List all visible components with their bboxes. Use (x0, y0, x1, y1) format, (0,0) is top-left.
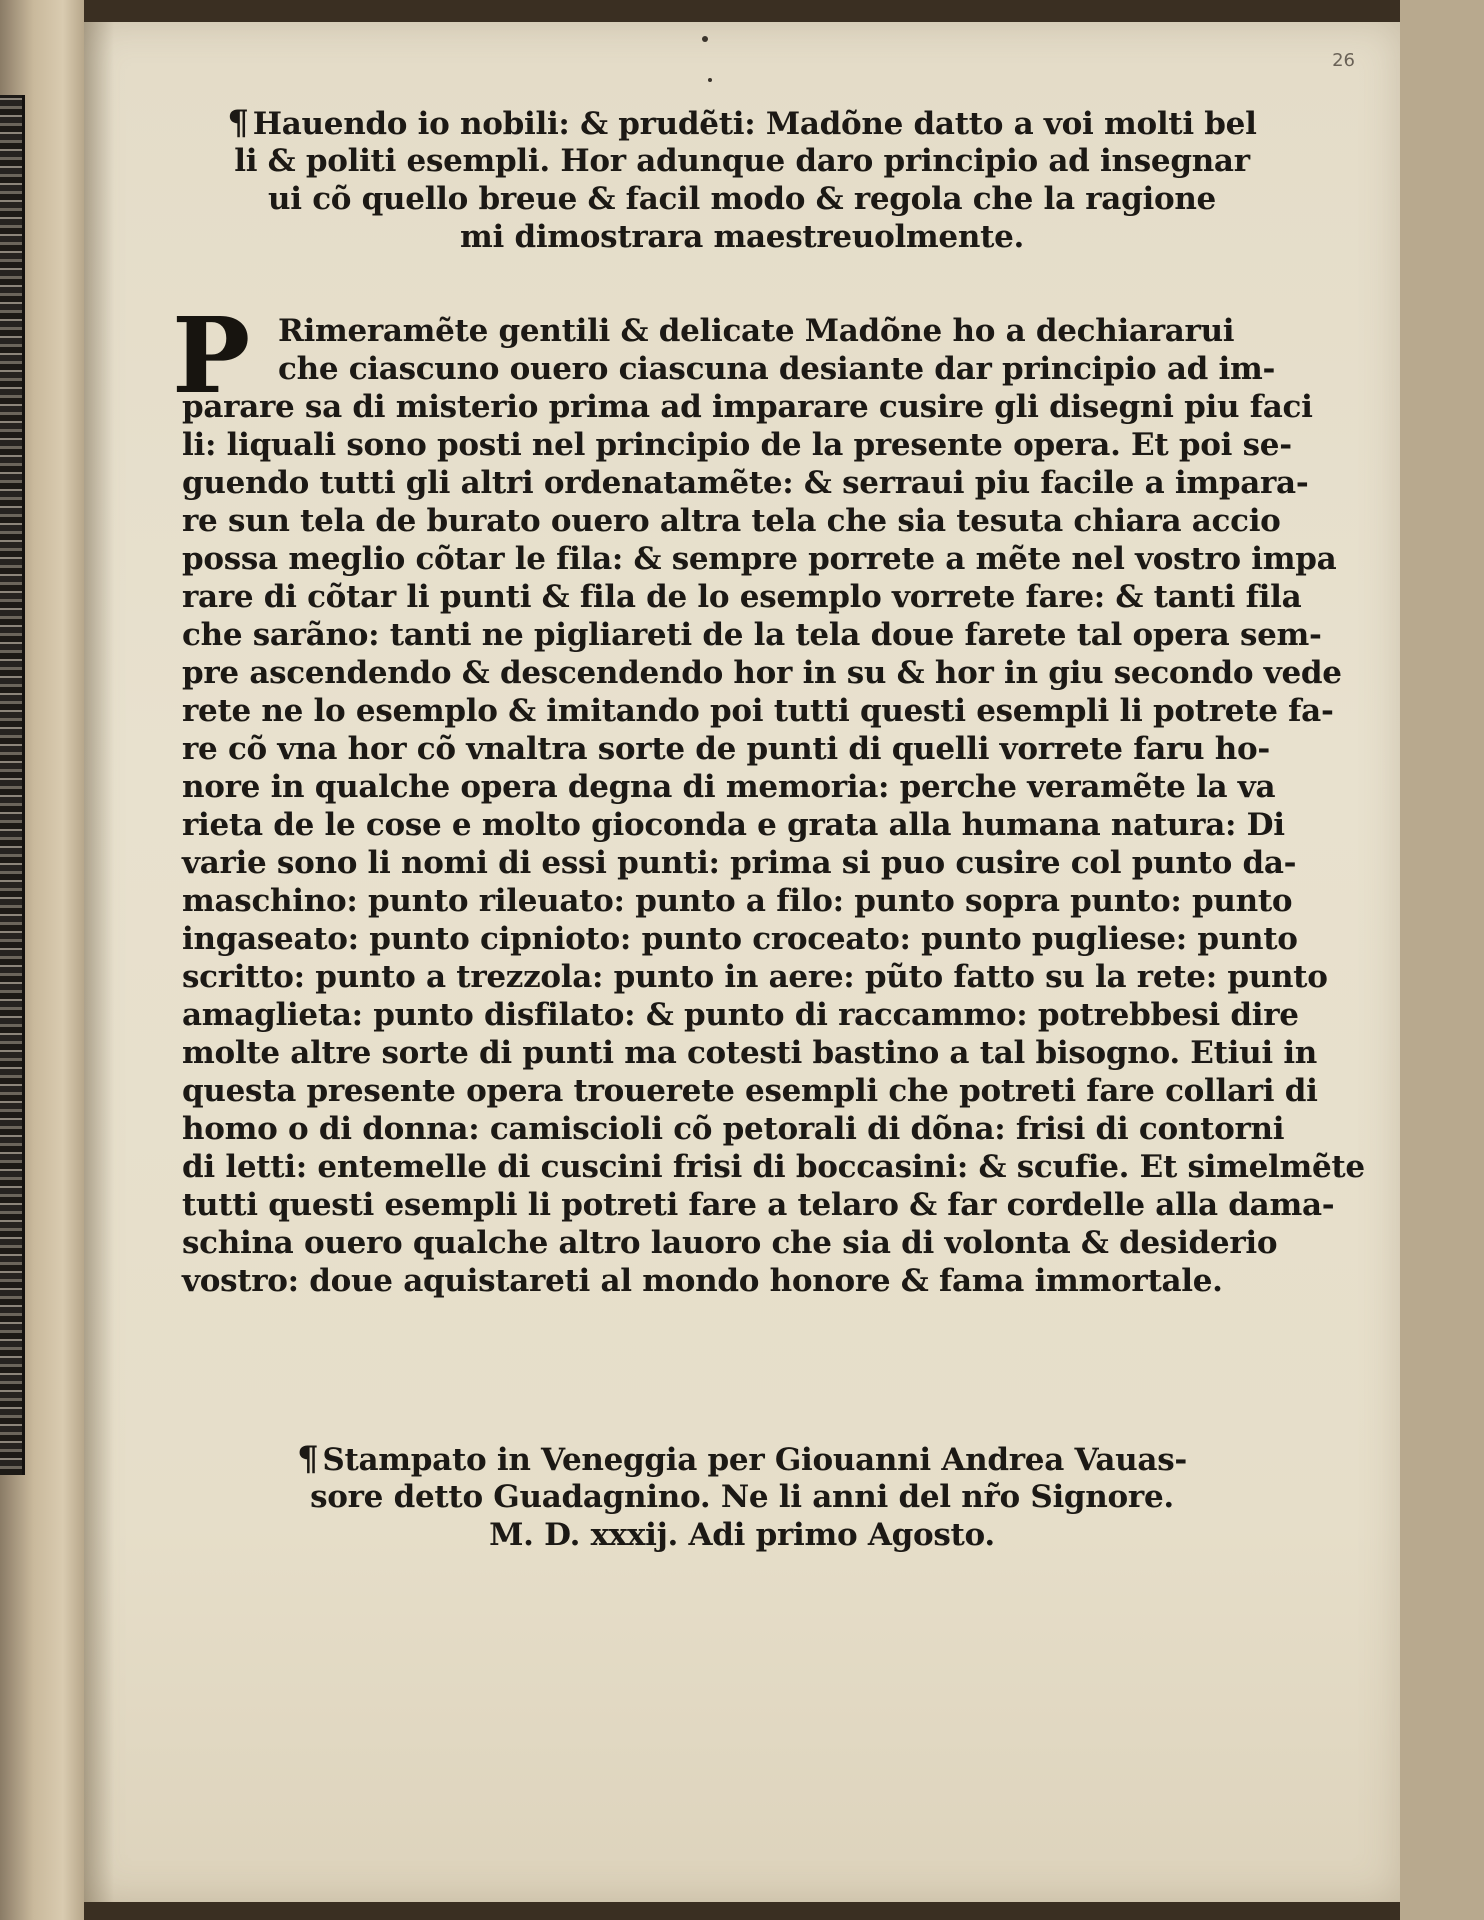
text-line: che ciascuno ouero ciascuna desiante dar principio ad im- (278, 351, 1276, 387)
text-line: maschino: punto rileuato: punto a filo: punto sopra punto: punto (182, 883, 1293, 919)
text-line: guendo tutti gli altri ordenatamẽte: & serraui piu facile a impara- (182, 465, 1309, 501)
text-line: pre ascendendo & descendendo hor in su & hor in giu secondo vede (182, 655, 1342, 691)
text-line: questa presente opera trouerete esempli che potreti fare collari di (182, 1073, 1318, 1109)
text-line: ¶ Stampato in Veneggia per Giouanni Andrea Vauas- (297, 1439, 1187, 1479)
text-line: li: liquali sono posti nel principio de la presente opera. Et poi se- (182, 427, 1292, 463)
text-line: schina ouero qualche altro lauoro che sia di volonta & desiderio (182, 1225, 1278, 1261)
text-line: mi dimostrara maestreuolmente. (459, 219, 1025, 255)
background-right (1400, 0, 1484, 1920)
text-line: sore detto Guadagnino. Ne li anni del nr̃o Signore. (310, 1479, 1174, 1515)
text-line: di letti: entemelle di cuscini frisi di boccasini: & scufie. Et simelmẽte (182, 1149, 1365, 1185)
text-line: amaglieta: punto disfilato: & punto di raccammo: potrebbesi dire (182, 997, 1299, 1033)
text-line: ui cõ quello breue & facil modo & regola che la ragione (268, 181, 1216, 217)
folio-number: 26 (1332, 50, 1355, 71)
text-line: Rimeramẽte gentili & delicate Madõne ho a dechiararui (278, 313, 1235, 349)
text-line: varie sono li nomi di essi punti: prima si puo cusire col punto da- (182, 845, 1297, 881)
text-line: ¶ Hauendo io nobili: & prudẽti: Madõne datto a voi molti bel (227, 103, 1257, 143)
text-line: re cõ vna hor cõ vnaltra sorte de punti di quelli vorrete faru ho- (182, 731, 1270, 767)
colophon (182, 1440, 1302, 1554)
intro-paragraph (182, 104, 1302, 256)
drop-cap-initial: P (172, 294, 250, 417)
text-line: re sun tela de burato ouero altra tela che sia tesuta chiara accio (182, 503, 1281, 539)
text-line: li & politi esempli. Hor adunque daro principio ad insegnar (234, 143, 1250, 179)
facing-page-woodcut-border (0, 95, 25, 1475)
text-line: rieta de le cose e molto gioconda e grata alla humana natura: Di (182, 807, 1285, 843)
gutter-shadow (84, 22, 114, 1902)
ink-speck (702, 36, 708, 42)
text-line: che sarãno: tanti ne pigliareti de la tela doue farete tal opera sem- (182, 617, 1322, 653)
text-line: vostro: doue aquistareti al mondo honore & fama immortale. (182, 1263, 1223, 1299)
text-line: parare sa di misterio prima ad imparare cusire gli disegni piu faci (182, 389, 1313, 425)
ink-speck (708, 78, 712, 82)
text-line: rare di cõtar li punti & fila de lo esemplo vorrete fare: & tanti fila (182, 579, 1302, 615)
pilcrow-icon: ¶ (297, 1439, 319, 1479)
text-line: molte altre sorte di punti ma cotesti bastino a tal bisogno. Etiui in (182, 1035, 1318, 1071)
text-line: tutti questi esempli li potreti fare a telaro & far cordelle alla dama- (182, 1187, 1335, 1223)
text-line: M. D. xxxij. Adi primo Agosto. (489, 1517, 995, 1553)
text-line: scritto: punto a trezzola: punto in aere: pũto fatto su la rete: punto (182, 959, 1328, 995)
text-line: ingaseato: punto cipnioto: punto croceato: punto pugliese: punto (182, 921, 1298, 957)
text-line: nore in qualche opera degna di memoria: perche veramẽte la va (182, 769, 1276, 805)
main-paragraph (172, 294, 1365, 1300)
text-line: rete ne lo esemplo & imitando poi tutti questi esempli li potrete fa- (182, 693, 1334, 729)
pilcrow-icon: ¶ (227, 103, 249, 143)
text-line: possa meglio cõtar le fila: & sempre porrete a mẽte nel vostro impa (182, 541, 1337, 577)
text-line: homo o di donna: camiscioli cõ petorali di dõna: frisi di contorni (182, 1111, 1285, 1147)
book-page (84, 22, 1400, 1902)
